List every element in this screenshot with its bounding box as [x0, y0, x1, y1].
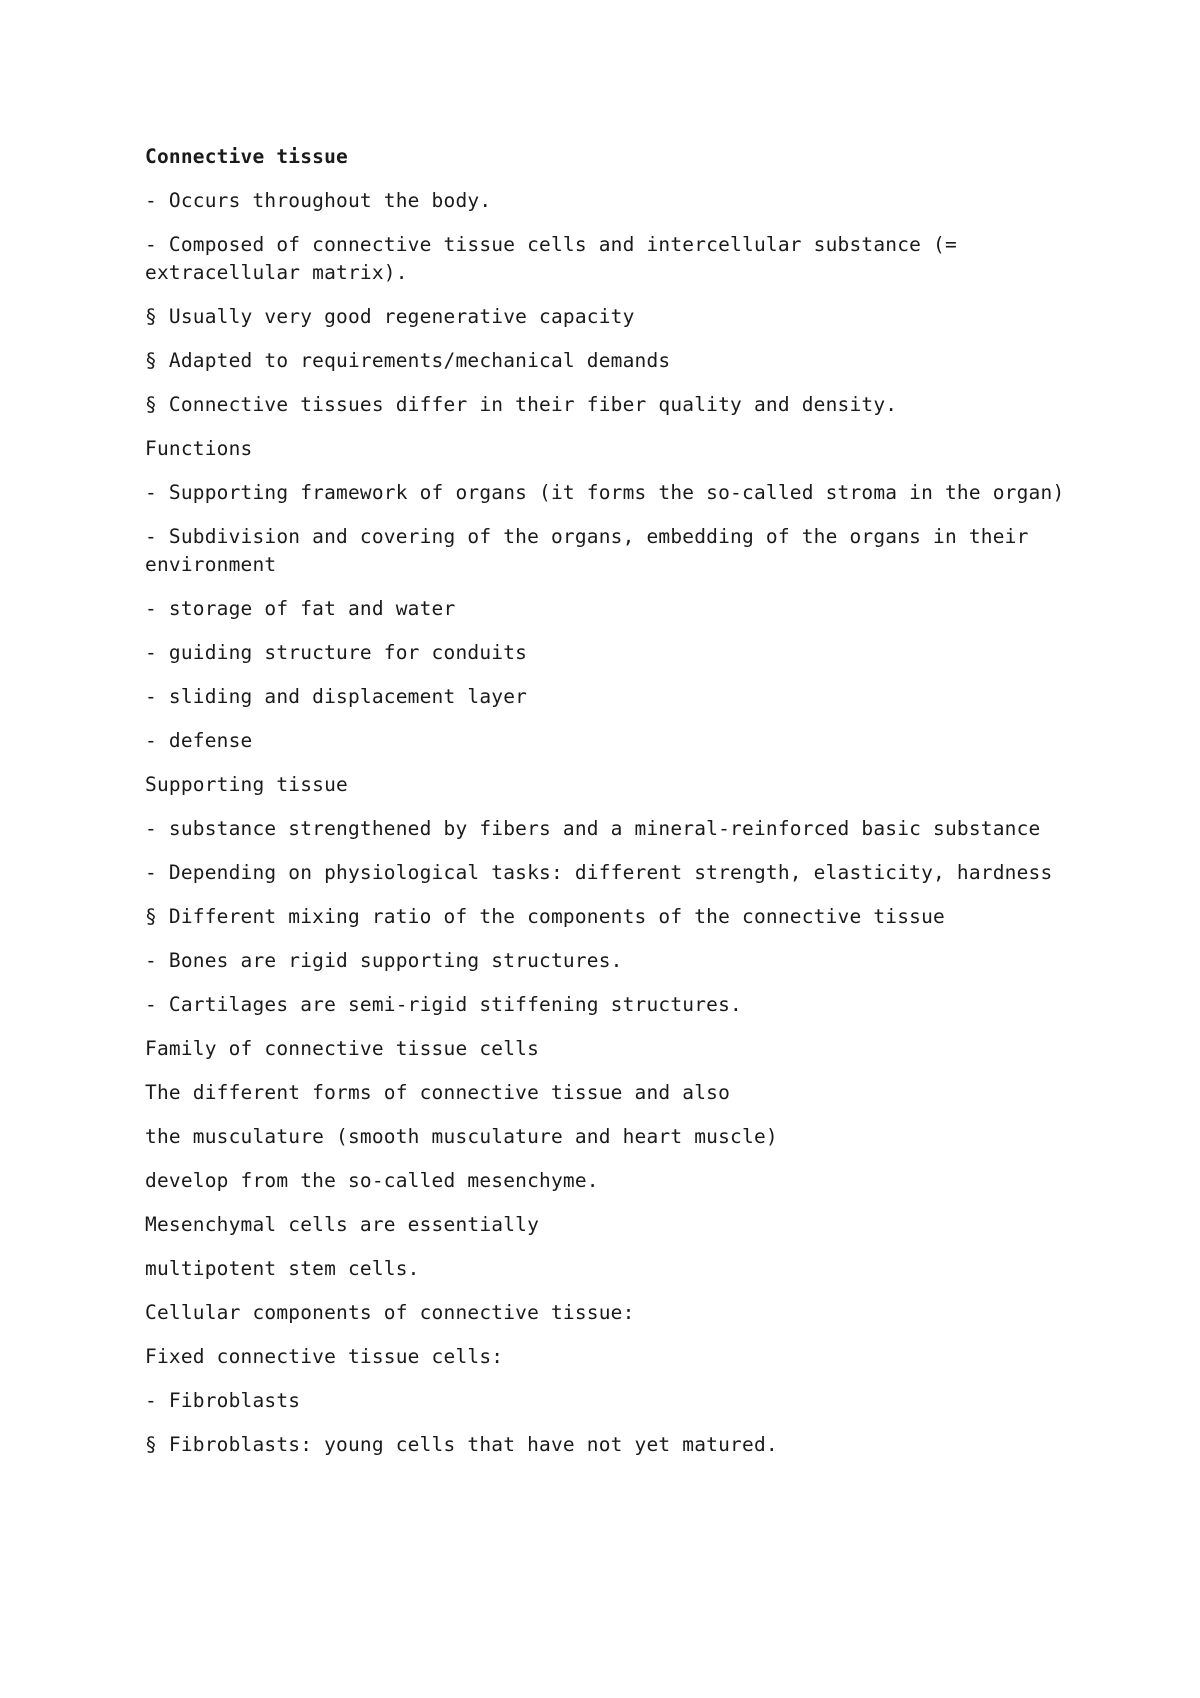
text-line: - guiding structure for conduits	[145, 641, 528, 664]
section-heading: Supporting tissue	[145, 773, 348, 796]
text-line: - substance strengthened by fibers and a mineral-reinforced basic substance	[145, 817, 1041, 840]
text-line: § Usually very good regenerative capacity	[145, 305, 635, 328]
text-line: - Cartilages are semi-rigid stiffening structures.	[145, 993, 742, 1016]
text-line: - Supporting framework of organs (it forms the so-called stroma in the organ)	[145, 481, 1065, 504]
section-heading: Functions	[145, 437, 253, 460]
text-line: Fixed connective tissue cells:	[145, 1345, 504, 1368]
text-line: § Connective tissues differ in their fiber quality and density.	[145, 393, 898, 416]
text-line: - Bones are rigid supporting structures.	[145, 949, 623, 972]
text-line: - sliding and displacement layer	[145, 685, 528, 708]
text-line: Cellular components of connective tissue:	[145, 1301, 635, 1324]
section-heading: Family of connective tissue cells	[145, 1037, 540, 1060]
text-line: - Subdivision and covering of the organs, embedding of the organs in their environment	[145, 525, 1029, 576]
text-line: - Fibroblasts	[145, 1389, 301, 1412]
text-line: develop from the so-called mesenchyme.	[145, 1169, 599, 1192]
text-line: - storage of fat and water	[145, 597, 456, 620]
text-line: multipotent stem cells.	[145, 1257, 420, 1280]
text-line: The different forms of connective tissue and also	[145, 1081, 731, 1104]
text-line: - Depending on physiological tasks: different strength, elasticity, hardness	[145, 861, 1053, 884]
text-line: § Different mixing ratio of the components of the connective tissue	[145, 905, 945, 928]
document-page	[145, 143, 1075, 1475]
text-line: - Occurs throughout the body.	[145, 189, 492, 212]
document-title: Connective tissue	[145, 145, 348, 168]
text-line: - Composed of connective tissue cells and intercellular substance (= extracellular matrix).	[145, 233, 957, 284]
text-line: - defense	[145, 729, 253, 752]
text-line: § Adapted to requirements/mechanical demands	[145, 349, 671, 372]
text-line: § Fibroblasts: young cells that have not yet matured.	[145, 1433, 778, 1456]
text-line: the musculature (smooth musculature and heart muscle)	[145, 1125, 778, 1148]
text-line: Mesenchymal cells are essentially	[145, 1213, 540, 1236]
